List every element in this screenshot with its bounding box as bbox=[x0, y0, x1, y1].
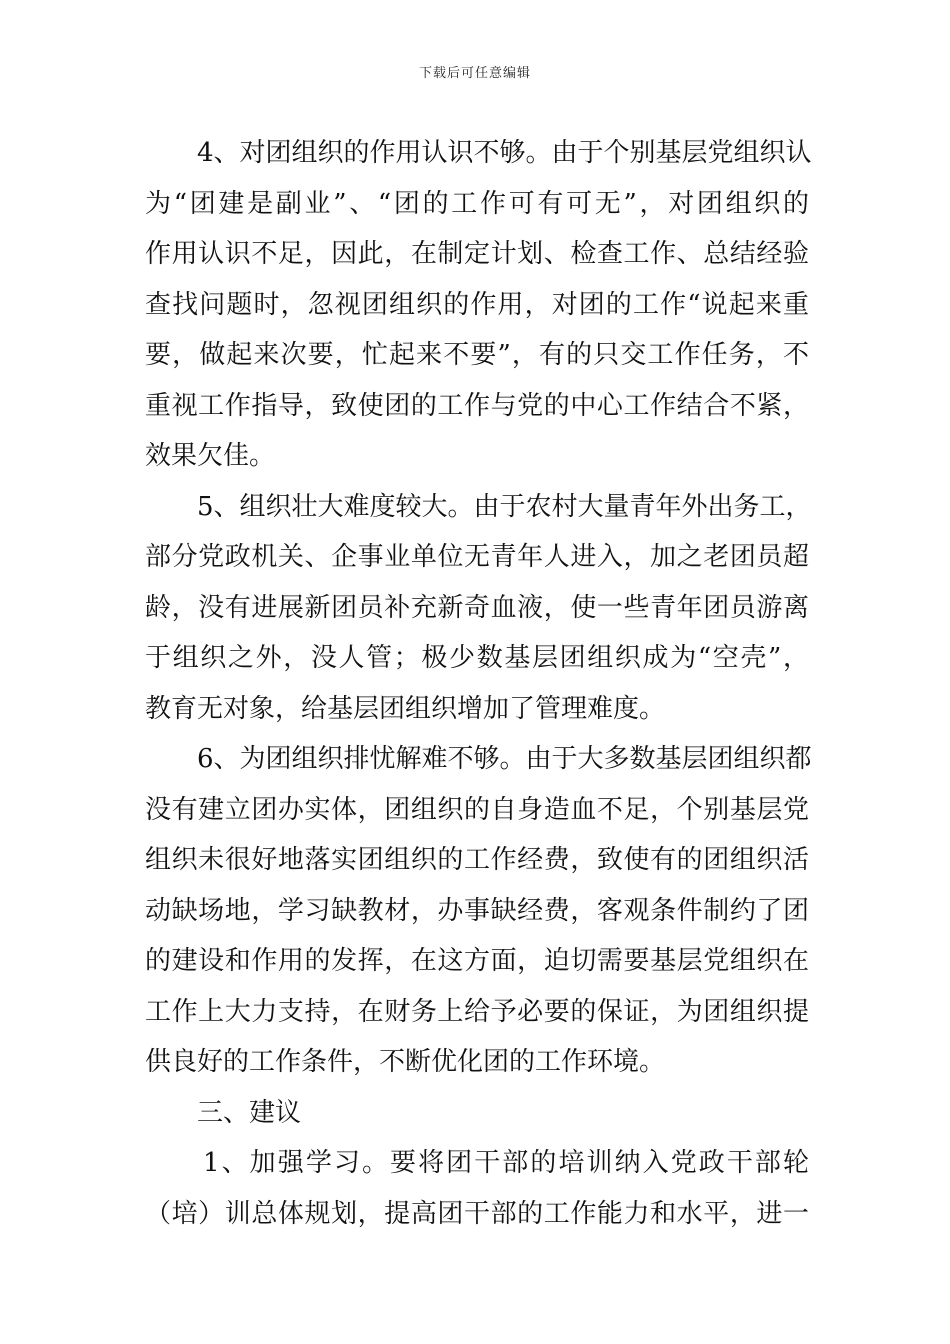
text-line: 工作上大力支持，在财务上给予必要的保证，为团组织提 bbox=[145, 996, 809, 1027]
text-line: （培）训总体规划，提高团干部的工作能力和水平，进一 bbox=[145, 1198, 809, 1229]
text-line: 效果欠佳。 bbox=[145, 441, 276, 471]
text-line: 三、建议 bbox=[197, 1097, 302, 1128]
text-line: 没有建立团办实体，团组织的自身造血不足，个别基层党 bbox=[145, 794, 809, 825]
document-body bbox=[145, 128, 812, 1239]
text-line: 4、对团组织的作用认识不够。由于个别基层党组织认 bbox=[197, 138, 812, 168]
page-header: 下载后可任意编辑 bbox=[418, 66, 531, 81]
text-line: 组织未很好地落实团组织的工作经费，致使有的团组织活 bbox=[145, 845, 809, 875]
text-line: 5、组织壮大难度较大。由于农村大量青年外出务工， bbox=[197, 491, 812, 522]
text-line: 查找问题时，忽视团组织的作用，对团的工作“说起来重 bbox=[145, 289, 809, 320]
text-line: 的建设和作用的发挥，在这方面，迫切需要基层党组织在 bbox=[145, 946, 809, 976]
text-line: 作用认识不足，因此，在制定计划、检查工作、总结经验 bbox=[145, 239, 809, 269]
text-line: 于组织之外，没人管；极少数基层团组织成为“空壳”， bbox=[145, 643, 809, 673]
text-line: 1、加强学习。要将团干部的培训纳入党政干部轮 bbox=[203, 1148, 809, 1178]
text-line: 龄，没有进展新团员补充新奇血液，使一些青年团员游离 bbox=[145, 592, 809, 623]
text-line: 部分党政机关、企事业单位无青年人进入，加之老团员超 bbox=[145, 542, 809, 572]
text-line: 6、为团组织排忧解难不够。由于大多数基层团组织都 bbox=[197, 744, 812, 774]
text-line: 动缺场地，学习缺教材，办事缺经费，客观条件制约了团 bbox=[145, 895, 809, 926]
text-line: 要，做起来次要，忙起来不要”，有的只交工作任务，不 bbox=[145, 340, 809, 370]
text-line: 教育无对象，给基层团组织增加了管理难度。 bbox=[145, 693, 666, 724]
text-line: 为“团建是副业”、“团的工作可有可无”，对团组织的 bbox=[145, 188, 809, 219]
text-line: 重视工作指导，致使团的工作与党的中心工作结合不紧， bbox=[145, 390, 809, 421]
text-line: 供良好的工作条件，不断优化团的工作环境。 bbox=[145, 1047, 666, 1077]
